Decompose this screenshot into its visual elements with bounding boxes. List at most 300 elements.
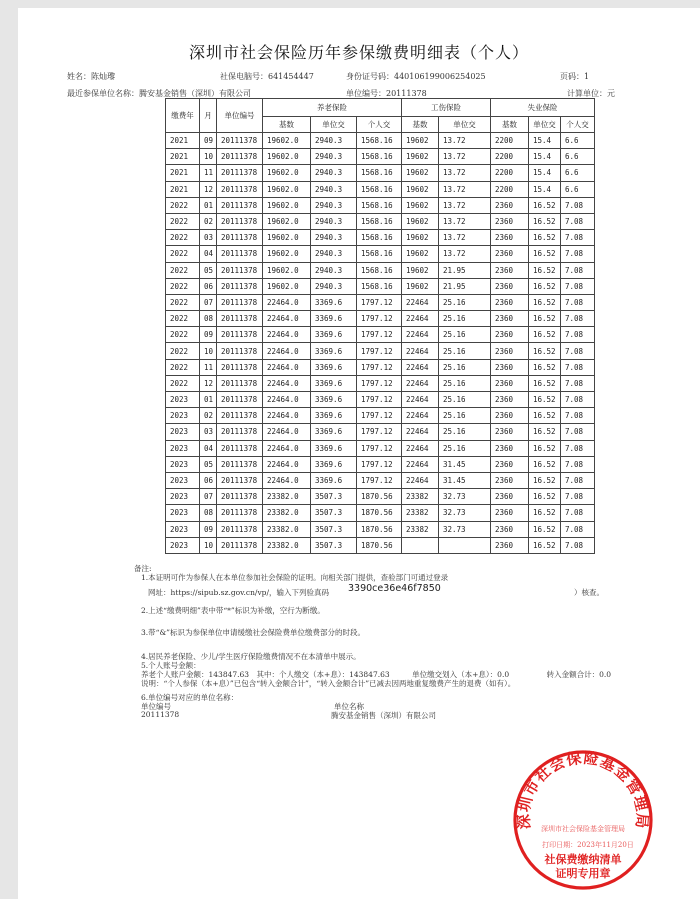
header-year: 缴费年 <box>166 99 200 133</box>
cell-pension-base: 22464.0 <box>263 472 311 488</box>
cell-unit-no: 20111378 <box>217 424 263 440</box>
cell-unemp-unit: 16.52 <box>529 375 561 391</box>
cell-year: 2023 <box>166 440 200 456</box>
table-row <box>166 213 595 229</box>
cell-year: 2022 <box>166 213 200 229</box>
cell-month: 07 <box>200 489 217 505</box>
cell-pension-personal: 1568.16 <box>357 213 402 229</box>
social-no-field: 社保电脑号：641454447 <box>220 72 314 81</box>
note-6-unit-name: 腾安基金销售（深圳）有限公司 <box>331 711 436 720</box>
cell-injury-unit: 25.16 <box>439 392 491 408</box>
cell-month: 09 <box>200 327 217 343</box>
cell-pension-personal: 1568.16 <box>357 230 402 246</box>
cell-pension-unit: 3507.3 <box>311 505 357 521</box>
cell-pension-personal: 1797.12 <box>357 359 402 375</box>
header-unemp-unit: 单位交 <box>529 117 561 133</box>
table-row <box>166 472 595 488</box>
cell-unemp-base: 2200 <box>491 165 529 181</box>
cell-year: 2022 <box>166 262 200 278</box>
cell-pension-unit: 2940.3 <box>311 230 357 246</box>
cell-injury-unit: 13.72 <box>439 133 491 149</box>
contribution-table <box>165 98 595 554</box>
cell-unemp-unit: 15.4 <box>529 133 561 149</box>
cell-unit-no: 20111378 <box>217 165 263 181</box>
cell-injury-unit: 13.72 <box>439 213 491 229</box>
cell-month: 05 <box>200 456 217 472</box>
cell-unemp-unit: 16.52 <box>529 230 561 246</box>
cell-unemp-unit: 16.52 <box>529 440 561 456</box>
table-row <box>166 408 595 424</box>
cell-unemp-personal: 7.08 <box>561 294 595 310</box>
cell-pension-personal: 1797.12 <box>357 440 402 456</box>
cell-pension-unit: 3369.6 <box>311 343 357 359</box>
cell-injury-base: 22464 <box>402 294 439 310</box>
cell-pension-unit: 3369.6 <box>311 424 357 440</box>
cell-unemp-base: 2200 <box>491 133 529 149</box>
cell-pension-base: 22464.0 <box>263 375 311 391</box>
cell-injury-base: 22464 <box>402 311 439 327</box>
cell-pension-base: 22464.0 <box>263 327 311 343</box>
cell-unemp-unit: 16.52 <box>529 392 561 408</box>
cell-unemp-personal: 7.08 <box>561 392 595 408</box>
cell-pension-base: 22464.0 <box>263 311 311 327</box>
cell-pension-unit: 2940.3 <box>311 246 357 262</box>
cell-pension-personal: 1568.16 <box>357 197 402 213</box>
cell-unemp-unit: 16.52 <box>529 359 561 375</box>
note-5-explain: 说明：“个人参保（本+息）”已包含“转入金额合计”，“转入金额合计”已减去因两地重复缴费产生的退费（如有）。 <box>141 679 516 688</box>
cell-unit-no: 20111378 <box>217 489 263 505</box>
header-pension: 养老保险 <box>263 99 402 117</box>
cell-unit-no: 20111378 <box>217 213 263 229</box>
cell-year: 2023 <box>166 537 200 553</box>
cell-pension-unit: 2940.3 <box>311 181 357 197</box>
cell-year: 2023 <box>166 472 200 488</box>
cell-pension-base: 23382.0 <box>263 489 311 505</box>
cell-injury-base: 19602 <box>402 262 439 278</box>
cell-injury-base: 19602 <box>402 181 439 197</box>
cell-unemp-base: 2360 <box>491 294 529 310</box>
header-month: 月 <box>200 99 217 133</box>
cell-unemp-base: 2360 <box>491 521 529 537</box>
seal-print-date: 打印日期：2023年11月20日 <box>542 841 634 849</box>
cell-unit-no: 20111378 <box>217 133 263 149</box>
table-row <box>166 246 595 262</box>
cell-unemp-unit: 15.4 <box>529 181 561 197</box>
cell-year: 2021 <box>166 165 200 181</box>
table-row <box>166 294 595 310</box>
cell-unemp-unit: 16.52 <box>529 505 561 521</box>
cell-year: 2021 <box>166 149 200 165</box>
cell-unemp-unit: 16.52 <box>529 343 561 359</box>
cell-year: 2022 <box>166 327 200 343</box>
cell-injury-unit: 13.72 <box>439 197 491 213</box>
cell-year: 2023 <box>166 505 200 521</box>
cell-year: 2022 <box>166 343 200 359</box>
cell-unemp-base: 2360 <box>491 246 529 262</box>
cell-pension-unit: 3507.3 <box>311 489 357 505</box>
cell-injury-base: 22464 <box>402 359 439 375</box>
cell-pension-base: 22464.0 <box>263 408 311 424</box>
cell-pension-personal: 1568.16 <box>357 262 402 278</box>
cell-unit-no: 20111378 <box>217 343 263 359</box>
cell-unemp-personal: 7.08 <box>561 408 595 424</box>
cell-unemp-personal: 6.6 <box>561 165 595 181</box>
cell-injury-unit: 21.95 <box>439 278 491 294</box>
cell-month: 07 <box>200 294 217 310</box>
cell-unit-no: 20111378 <box>217 408 263 424</box>
seal-line-b: 证明专用章 <box>555 867 611 880</box>
cell-unit-no: 20111378 <box>217 311 263 327</box>
cell-unit-no: 20111378 <box>217 392 263 408</box>
cell-year: 2022 <box>166 294 200 310</box>
header-unemployment: 失业保险 <box>491 99 595 117</box>
currency-unit: 计算单位：元 <box>567 89 615 98</box>
cell-pension-personal: 1797.12 <box>357 294 402 310</box>
cell-pension-base: 19602.0 <box>263 230 311 246</box>
cell-unemp-base: 2360 <box>491 262 529 278</box>
cell-unemp-base: 2360 <box>491 343 529 359</box>
page-number: 页码：1 <box>560 72 590 81</box>
table-row <box>166 424 595 440</box>
cell-month: 05 <box>200 262 217 278</box>
cell-injury-unit: 21.95 <box>439 262 491 278</box>
cell-unemp-personal: 7.08 <box>561 456 595 472</box>
cell-unit-no: 20111378 <box>217 262 263 278</box>
cell-unemp-personal: 7.08 <box>561 262 595 278</box>
cell-pension-base: 19602.0 <box>263 165 311 181</box>
cell-unemp-unit: 16.52 <box>529 521 561 537</box>
cell-pension-base: 19602.0 <box>263 181 311 197</box>
cell-month: 01 <box>200 392 217 408</box>
cell-year: 2022 <box>166 197 200 213</box>
cell-injury-unit: 31.45 <box>439 472 491 488</box>
cell-unemp-unit: 16.52 <box>529 456 561 472</box>
cell-year: 2021 <box>166 181 200 197</box>
cell-month: 02 <box>200 408 217 424</box>
cell-pension-unit: 3507.3 <box>311 537 357 553</box>
cell-unit-no: 20111378 <box>217 327 263 343</box>
cell-injury-base: 19602 <box>402 197 439 213</box>
cell-pension-unit: 3369.6 <box>311 472 357 488</box>
cell-unemp-unit: 16.52 <box>529 213 561 229</box>
cell-unemp-base: 2360 <box>491 230 529 246</box>
cell-unemp-personal: 7.08 <box>561 505 595 521</box>
cell-month: 04 <box>200 440 217 456</box>
header-unemp-personal: 个人交 <box>561 117 595 133</box>
cell-pension-base: 22464.0 <box>263 359 311 375</box>
cell-injury-base: 19602 <box>402 165 439 181</box>
cell-pension-base: 19602.0 <box>263 246 311 262</box>
cell-year: 2022 <box>166 311 200 327</box>
table-body <box>166 133 595 554</box>
cell-unemp-unit: 16.52 <box>529 197 561 213</box>
cell-pension-unit: 3369.6 <box>311 294 357 310</box>
cell-unit-no: 20111378 <box>217 537 263 553</box>
cell-injury-base: 22464 <box>402 327 439 343</box>
table-row <box>166 521 595 537</box>
cell-injury-unit: 25.16 <box>439 408 491 424</box>
cell-pension-unit: 2940.3 <box>311 278 357 294</box>
cell-unemp-personal: 7.08 <box>561 213 595 229</box>
cell-unemp-personal: 7.08 <box>561 197 595 213</box>
note-5-balance: 养老个人账户金额：143847.63 其中：个人缴交（本+息）：143847.63 单位缴交划入（本+息）：0.0 转入金额合计：0.0 <box>141 670 612 679</box>
table-row <box>166 537 595 553</box>
cell-injury-base: 19602 <box>402 246 439 262</box>
table-row <box>166 343 595 359</box>
cell-pension-unit: 2940.3 <box>311 149 357 165</box>
name-field: 姓名：陈灿瓈 <box>67 72 115 81</box>
cell-pension-unit: 3369.6 <box>311 408 357 424</box>
cell-month: 12 <box>200 375 217 391</box>
cell-month: 09 <box>200 521 217 537</box>
note-5: 5.个人账号金额： <box>141 661 201 670</box>
header-unit-no: 单位编号 <box>217 99 263 133</box>
cell-unemp-personal: 7.08 <box>561 375 595 391</box>
document-page <box>18 8 700 899</box>
table-row <box>166 197 595 213</box>
cell-unemp-unit: 16.52 <box>529 408 561 424</box>
cell-unemp-personal: 7.08 <box>561 230 595 246</box>
cell-unit-no: 20111378 <box>217 149 263 165</box>
cell-unemp-unit: 16.52 <box>529 311 561 327</box>
cell-unemp-unit: 15.4 <box>529 149 561 165</box>
cell-month: 04 <box>200 246 217 262</box>
note-6-col-no: 单位编号 <box>141 702 171 711</box>
cell-injury-base: 22464 <box>402 472 439 488</box>
cell-pension-unit: 3369.6 <box>311 311 357 327</box>
cell-unemp-personal: 7.08 <box>561 359 595 375</box>
cell-unemp-personal: 7.08 <box>561 489 595 505</box>
cell-year: 2023 <box>166 424 200 440</box>
cell-injury-base: 19602 <box>402 149 439 165</box>
cell-unemp-unit: 16.52 <box>529 424 561 440</box>
cell-injury-unit: 25.16 <box>439 294 491 310</box>
id-number-field: 身份证号码：440106199006254025 <box>346 72 486 81</box>
cell-unit-no: 20111378 <box>217 230 263 246</box>
cell-pension-personal: 1568.16 <box>357 246 402 262</box>
cell-month: 11 <box>200 359 217 375</box>
cell-pension-unit: 3369.6 <box>311 456 357 472</box>
cell-pension-unit: 2940.3 <box>311 262 357 278</box>
cell-injury-unit: 25.16 <box>439 327 491 343</box>
cell-year: 2021 <box>166 133 200 149</box>
cell-unit-no: 20111378 <box>217 505 263 521</box>
cell-pension-base: 19602.0 <box>263 213 311 229</box>
cell-month: 06 <box>200 472 217 488</box>
cell-unemp-personal: 7.08 <box>561 521 595 537</box>
cell-pension-base: 19602.0 <box>263 197 311 213</box>
note-3: 3.带“&”标识为参保单位申请缓缴社会保险费单位缴费部分的时段。 <box>141 628 365 637</box>
cell-month: 06 <box>200 278 217 294</box>
cell-injury-unit: 25.16 <box>439 343 491 359</box>
cell-unemp-base: 2360 <box>491 327 529 343</box>
cell-month: 08 <box>200 505 217 521</box>
cell-injury-unit: 25.16 <box>439 311 491 327</box>
cell-unit-no: 20111378 <box>217 375 263 391</box>
cell-unemp-personal: 6.6 <box>561 181 595 197</box>
cell-injury-unit: 32.73 <box>439 505 491 521</box>
table-row <box>166 489 595 505</box>
note-6-col-name: 单位名称 <box>334 702 364 711</box>
cell-injury-base: 19602 <box>402 278 439 294</box>
notes-heading: 备注: <box>134 564 152 573</box>
cell-injury-unit <box>439 537 491 553</box>
cell-injury-base: 22464 <box>402 375 439 391</box>
cell-unit-no: 20111378 <box>217 246 263 262</box>
cell-unemp-base: 2360 <box>491 197 529 213</box>
cell-unemp-base: 2360 <box>491 456 529 472</box>
cell-pension-unit: 3507.3 <box>311 521 357 537</box>
cell-unit-no: 20111378 <box>217 440 263 456</box>
cell-year: 2023 <box>166 521 200 537</box>
cell-pension-base: 22464.0 <box>263 456 311 472</box>
cell-injury-base: 23382 <box>402 489 439 505</box>
note-2: 2.上述“缴费明细”表中带“*”标识为补缴，空行为断缴。 <box>141 606 325 615</box>
cell-pension-base: 19602.0 <box>263 149 311 165</box>
header-injury: 工伤保险 <box>402 99 491 117</box>
cell-pension-unit: 3369.6 <box>311 375 357 391</box>
cell-injury-unit: 13.72 <box>439 165 491 181</box>
cell-unemp-base: 2360 <box>491 392 529 408</box>
cell-injury-unit: 25.16 <box>439 359 491 375</box>
cell-unemp-base: 2360 <box>491 311 529 327</box>
cell-year: 2022 <box>166 359 200 375</box>
cell-injury-base <box>402 537 439 553</box>
cell-pension-personal: 1797.12 <box>357 375 402 391</box>
note-6: 6.单位编号对应的单位名称： <box>141 693 239 702</box>
cell-unemp-personal: 6.6 <box>561 133 595 149</box>
cell-unemp-base: 2360 <box>491 408 529 424</box>
note-1: 1.本证明可作为参保人在本单位参加社会保险的证明。向相关部门提供，查验部门可通过登录 <box>141 573 449 582</box>
header-pension-base: 基数 <box>263 117 311 133</box>
cell-unemp-personal: 7.08 <box>561 327 595 343</box>
cell-pension-personal: 1797.12 <box>357 408 402 424</box>
cell-pension-personal: 1797.12 <box>357 472 402 488</box>
cell-pension-unit: 2940.3 <box>311 133 357 149</box>
table-row <box>166 262 595 278</box>
cell-unemp-unit: 16.52 <box>529 262 561 278</box>
cell-injury-unit: 13.72 <box>439 230 491 246</box>
cell-month: 12 <box>200 181 217 197</box>
cell-pension-base: 19602.0 <box>263 133 311 149</box>
cell-injury-unit: 25.16 <box>439 440 491 456</box>
cell-pension-unit: 3369.6 <box>311 327 357 343</box>
cell-month: 11 <box>200 165 217 181</box>
cell-pension-personal: 1870.56 <box>357 489 402 505</box>
seal-issuer-line: 深圳市社会保险基金管理局 <box>541 825 625 833</box>
cell-unemp-base: 2360 <box>491 424 529 440</box>
header-unemp-base: 基数 <box>491 117 529 133</box>
cell-pension-base: 19602.0 <box>263 262 311 278</box>
table-row <box>166 230 595 246</box>
cell-injury-base: 19602 <box>402 133 439 149</box>
cell-pension-personal: 1568.16 <box>357 278 402 294</box>
cell-year: 2022 <box>166 278 200 294</box>
cell-pension-personal: 1568.16 <box>357 149 402 165</box>
note-6-unit-no: 20111378 <box>141 710 180 719</box>
note-1-suffix: ）核查。 <box>574 588 604 597</box>
cell-injury-unit: 31.45 <box>439 456 491 472</box>
cell-injury-unit: 13.72 <box>439 149 491 165</box>
cell-injury-base: 22464 <box>402 456 439 472</box>
cell-month: 10 <box>200 343 217 359</box>
table-row <box>166 149 595 165</box>
cell-unemp-unit: 16.52 <box>529 278 561 294</box>
seal-ring-text: 深圳市社会保险基金管理局 <box>514 748 652 830</box>
page-title: 深圳市社会保险历年参保缴费明细表（个人） <box>188 43 529 62</box>
cell-unit-no: 20111378 <box>217 197 263 213</box>
table-row <box>166 278 595 294</box>
cell-unemp-base: 2360 <box>491 537 529 553</box>
cell-unemp-base: 2200 <box>491 149 529 165</box>
cell-pension-unit: 2940.3 <box>311 213 357 229</box>
cell-unemp-unit: 16.52 <box>529 489 561 505</box>
header-pension-personal: 个人交 <box>357 117 402 133</box>
official-seal <box>508 745 658 895</box>
cell-year: 2023 <box>166 456 200 472</box>
cell-unemp-unit: 16.52 <box>529 327 561 343</box>
table-row <box>166 440 595 456</box>
cell-unit-no: 20111378 <box>217 294 263 310</box>
cell-injury-unit: 13.72 <box>439 181 491 197</box>
cell-unemp-personal: 7.08 <box>561 472 595 488</box>
cell-pension-personal: 1797.12 <box>357 456 402 472</box>
unit-no-field: 单位编号：20111378 <box>346 89 427 98</box>
cell-injury-unit: 25.16 <box>439 375 491 391</box>
cell-unit-no: 20111378 <box>217 456 263 472</box>
cell-month: 03 <box>200 424 217 440</box>
note-4: 4.居民养老保险、少儿/学生医疗保险缴费情况不在本清单中展示。 <box>141 652 361 661</box>
cell-pension-personal: 1797.12 <box>357 327 402 343</box>
table-row <box>166 456 595 472</box>
cell-unemp-base: 2360 <box>491 505 529 521</box>
cell-month: 03 <box>200 230 217 246</box>
header-pension-unit: 单位交 <box>311 117 357 133</box>
cell-unit-no: 20111378 <box>217 278 263 294</box>
cell-unemp-personal: 7.08 <box>561 424 595 440</box>
cell-unemp-personal: 7.08 <box>561 311 595 327</box>
cell-month: 10 <box>200 537 217 553</box>
cell-unemp-base: 2360 <box>491 440 529 456</box>
cell-pension-personal: 1797.12 <box>357 392 402 408</box>
table-row <box>166 327 595 343</box>
cell-pension-base: 22464.0 <box>263 294 311 310</box>
verify-code: 3390ce36e46f7850 <box>348 583 441 594</box>
cell-pension-unit: 3369.6 <box>311 392 357 408</box>
cell-pension-base: 22464.0 <box>263 440 311 456</box>
cell-pension-base: 22464.0 <box>263 424 311 440</box>
cell-pension-base: 23382.0 <box>263 521 311 537</box>
cell-year: 2023 <box>166 408 200 424</box>
cell-unemp-personal: 7.08 <box>561 278 595 294</box>
employer-field: 最近参保单位名称：腾安基金销售（深圳）有限公司 <box>67 89 251 98</box>
cell-unemp-unit: 16.52 <box>529 537 561 553</box>
cell-pension-base: 22464.0 <box>263 343 311 359</box>
note-1-site: 网址：https://sipub.sz.gov.cn/vp/，输入下列验真码 <box>148 588 330 597</box>
table-row <box>166 375 595 391</box>
cell-injury-base: 23382 <box>402 505 439 521</box>
cell-pension-base: 19602.0 <box>263 278 311 294</box>
cell-pension-unit: 2940.3 <box>311 197 357 213</box>
cell-year: 2023 <box>166 392 200 408</box>
cell-unemp-unit: 16.52 <box>529 472 561 488</box>
cell-injury-base: 19602 <box>402 213 439 229</box>
cell-unemp-base: 2360 <box>491 489 529 505</box>
cell-injury-base: 23382 <box>402 521 439 537</box>
cell-pension-personal: 1797.12 <box>357 343 402 359</box>
cell-pension-personal: 1870.56 <box>357 537 402 553</box>
cell-pension-personal: 1568.16 <box>357 181 402 197</box>
